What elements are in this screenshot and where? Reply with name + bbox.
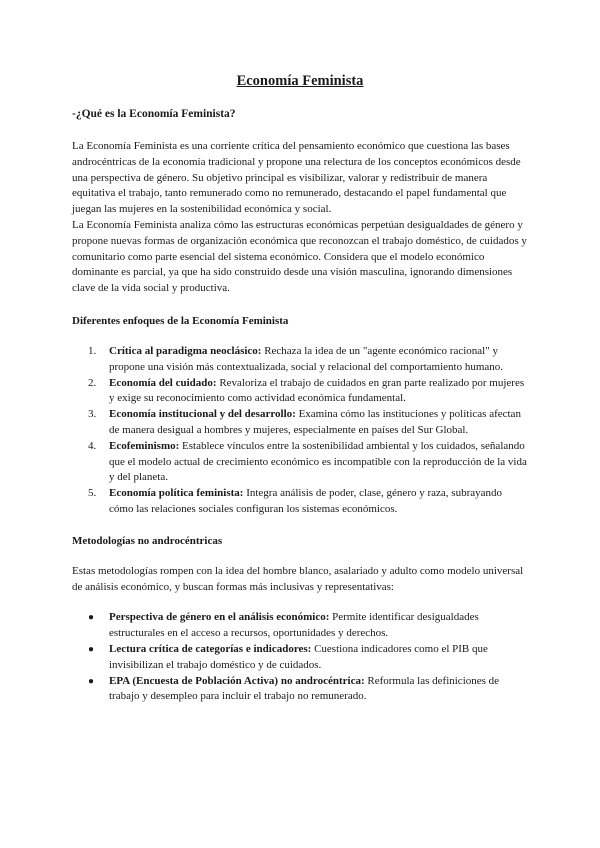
list-item bbox=[72, 376, 528, 408]
enfoques-heading: Diferentes enfoques de la Economía Feminista bbox=[72, 314, 289, 327]
item-term: Perspectiva de género en el análisis económico: bbox=[109, 611, 330, 624]
list-item bbox=[72, 642, 528, 674]
document-page bbox=[72, 72, 528, 705]
item-term: EPA (Encuesta de Población Activa) no androcéntrica: bbox=[109, 674, 365, 687]
list-item bbox=[72, 407, 528, 439]
list-number: 1. bbox=[88, 344, 97, 357]
item-text: Examina cómo las instituciones y políticas afectan de manera desigual a hombres y mujeres, especialmente en países del Sur Global. bbox=[109, 408, 521, 436]
list-item bbox=[72, 486, 528, 518]
bullet-icon: ● bbox=[88, 675, 95, 687]
question-heading: -¿Qué es la Economía Feminista? bbox=[72, 108, 236, 120]
item-term: Crítica al paradigma neoclásico: bbox=[109, 344, 262, 357]
item-term: Ecofeminismo: bbox=[109, 439, 180, 452]
list-number: 3. bbox=[88, 408, 97, 421]
metodologias-heading: Metodologías no androcéntricas bbox=[72, 534, 223, 547]
enfoques-list bbox=[72, 344, 528, 518]
item-term: Economía del cuidado: bbox=[109, 376, 217, 389]
document-title: Economía Feminista bbox=[236, 73, 364, 89]
intro-paragraph-1: La Economía Feminista es una corriente crítica del pensamiento económico que cuestiona las bases androcéntricas de la economía tradicional y propone una relectura de los conceptos económicos desde una perspectiva de género. Su objetivo principal es visibilizar, valorar y redistribuir de manera equitativa el trabajo, tanto remunerado como no remunerado, destacando el papel fundamental que juegan las mujeres en la sostenibilidad económica y social. bbox=[72, 140, 521, 216]
item-text: Rechaza la idea de un "agente económico racional" y propone una visión más contextualizada, social y relacional del comportamiento humano. bbox=[109, 344, 504, 373]
list-item bbox=[72, 344, 528, 376]
list-item bbox=[72, 674, 528, 706]
list-number: 2. bbox=[88, 376, 97, 389]
list-number: 5. bbox=[88, 487, 97, 500]
list-item bbox=[72, 439, 528, 486]
list-item bbox=[72, 610, 528, 642]
item-text: Establece vínculos entre la sostenibilidad ambiental y los cuidados, señalando que el modelo actual de crecimiento económico es incompatible con la reproducción de la vida y del planeta. bbox=[109, 439, 527, 484]
intro-paragraph-2: La Economía Feminista analiza cómo las estructuras económicas perpetúan desigualdades de género y propone nuevas formas de organización económica que reconozcan el trabajo doméstico, de cuidados y comunitario como parte esencial del sistema económico. Considera que el modelo económico dominante es parcial, ya que ha sido construido desde una visión masculina, ignorando dimensiones clave de la vida social y productiva. bbox=[72, 218, 527, 295]
bullet-icon: ● bbox=[88, 612, 95, 624]
item-text: Revaloriza el trabajo de cuidados en gran parte realizado por mujeres y exige su reconocimiento como actividad económica fundamental. bbox=[109, 376, 525, 405]
item-text: Integra análisis de poder, clase, género y raza, subrayando cómo las relaciones sociales configuran los sistemas económicos. bbox=[109, 487, 502, 515]
item-term: Economía política feminista: bbox=[109, 487, 244, 500]
metodologias-intro: Estas metodologías rompen con la idea del hombre blanco, asalariado y adulto como modelo universal de análisis económico, y buscan formas más inclusivas y representativas: bbox=[72, 564, 524, 593]
metodologias-list bbox=[72, 610, 528, 705]
bullet-icon: ● bbox=[88, 643, 95, 655]
item-text: Cuestiona indicadores como el PIB que invisibilizan el trabajo doméstico y de cuidados. bbox=[109, 642, 488, 671]
list-number: 4. bbox=[88, 439, 97, 452]
item-text: Permite identificar desigualdades estructurales en el acceso a recursos, oportunidades y derechos. bbox=[109, 611, 479, 640]
item-term: Economía institucional y del desarrollo: bbox=[109, 408, 296, 421]
item-text: Reformula las definiciones de trabajo y desempleo para incluir el trabajo no remunerado. bbox=[109, 674, 500, 703]
item-term: Lectura crítica de categorías e indicadores: bbox=[109, 642, 312, 655]
